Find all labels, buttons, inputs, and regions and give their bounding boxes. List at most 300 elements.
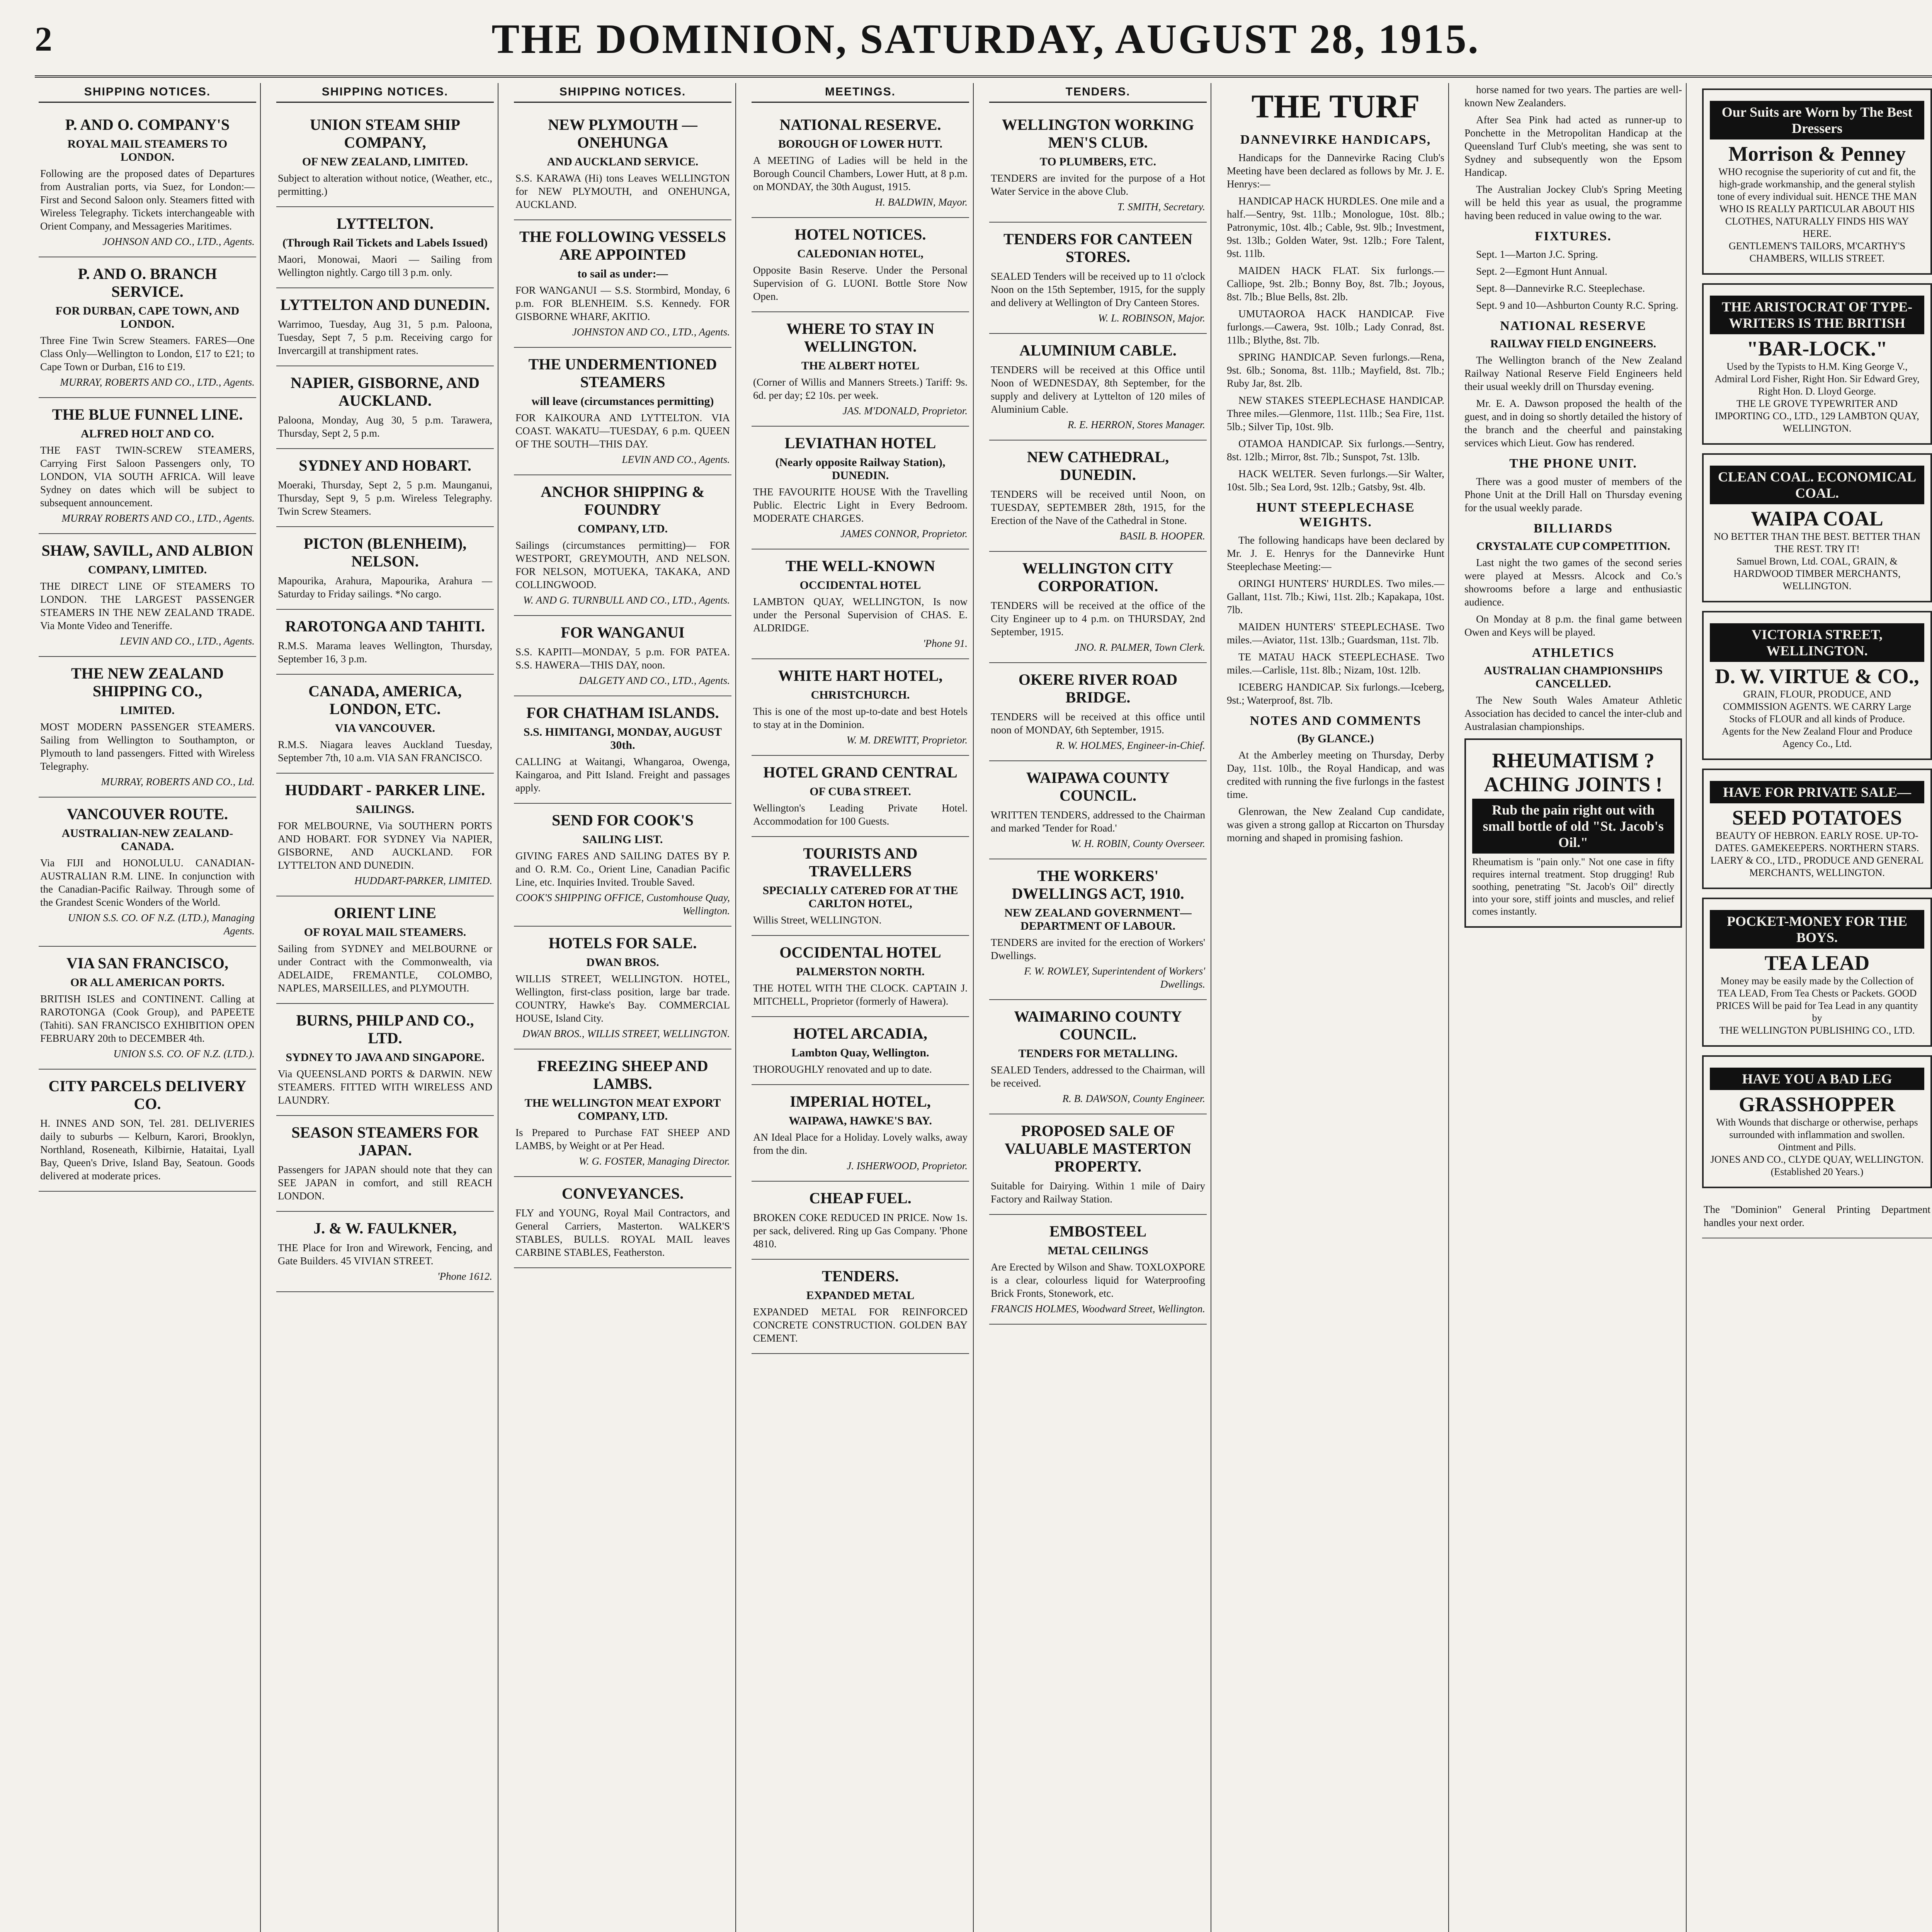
ad-body: Mapourika, Arahura, Mapourika, Arahura — Saturday to Friday sailings. *No cargo. bbox=[278, 575, 492, 600]
ad-title: HOTELS FOR SALE. bbox=[548, 934, 697, 952]
section-title: THE PHONE UNIT. bbox=[1509, 456, 1637, 471]
ad-signature: MURRAY, ROBERTS AND CO., Ltd. bbox=[101, 776, 255, 787]
ad-subtitle: ALFRED HOLT AND CO. bbox=[80, 427, 214, 440]
ad-signature: DALGETY AND CO., LTD., Agents. bbox=[579, 675, 730, 686]
ad-body: TENDERS are invited for the erection of Workers' Dwellings. bbox=[991, 937, 1205, 961]
advert-headline: D. W. VIRTUE & CO., bbox=[1715, 665, 1919, 688]
ad-subtitle: OF NEW ZEALAND, LIMITED. bbox=[302, 155, 468, 168]
advertisement bbox=[276, 1212, 494, 1292]
advertisement bbox=[276, 108, 494, 207]
advertisement bbox=[276, 449, 494, 527]
ad-title: LYTTELTON. bbox=[337, 215, 434, 232]
ad-signature: H. BALDWIN, Mayor. bbox=[875, 196, 968, 208]
column-news bbox=[1461, 83, 1687, 1932]
ad-body: THE FAST TWIN-SCREW STEAMERS, Carrying First Saloon Passengers only, TO LONDON, VIA SOUTH AFRICA. Will leave Sydney on dates which will be subject to subsequent announcement. bbox=[40, 444, 255, 509]
ad-body: Moeraki, Thursday, Sept 2, 5 p.m. Maunganui, Thursday, Sept 9, 5 p.m. Wireless Telegraphy. Twin Screw Steamers. bbox=[278, 479, 492, 517]
section-title: HUNT STEEPLECHASE WEIGHTS. bbox=[1256, 500, 1415, 529]
ad-subtitle: ROYAL MAIL STEAMERS TO LONDON. bbox=[67, 138, 228, 163]
ad-title: THE BLUE FUNNEL LINE. bbox=[52, 406, 243, 423]
ad-body: GIVING FARES AND SAILING DATES BY P. and O. R.M. Co., Orient Line, Canadian Pacific Line, etc. Inquiries Invited. Trouble Saved. bbox=[515, 850, 730, 888]
printing-footer: The "Dominion" General Printing Department handles your next order. bbox=[1702, 1197, 1932, 1238]
ad-body: THE DIRECT LINE OF STEAMERS TO LONDON. THE LARGEST PASSENGER STEAMERS IN THE NEW ZEALAND TRADE. Via Monte Video and Teneriffe. bbox=[40, 580, 255, 631]
paragraph: NEW STAKES STEEPLECHASE HANDICAP. Three miles.—Glenmore, 11st. 11lb.; Sea Fire, 11st. 5lb.; Silver Tip, 10st. 9lb. bbox=[1227, 395, 1444, 432]
ad-body: TENDERS are invited for the purpose of a Hot Water Service in the above Club. bbox=[991, 172, 1205, 197]
ad-title: CITY PARCELS DELIVERY CO. bbox=[48, 1077, 247, 1112]
ad-title: NATIONAL RESERVE. bbox=[779, 116, 941, 133]
ad-title: CONVEYANCES. bbox=[561, 1185, 684, 1202]
ad-body: (Corner of Willis and Manners Streets.) Tariff: 9s. 6d. per day; £2 10s. per week. bbox=[753, 376, 968, 401]
paragraph: OTAMOA HANDICAP. Six furlongs.—Sentry, 8st. 12lb.; Mirror, 8st. 7lb.; Sunspot, 7st. 13lb. bbox=[1227, 438, 1444, 463]
ad-body: H. INNES AND SON, Tel. 281. DELIVERIES daily to suburbs — Kelburn, Karori, Brooklyn, Northland, Roseneath, Kilbirnie, Hataitai, Lyall Bay, Queen's Drive, Island Bay, Seatoun. Goods delivered at moderate prices. bbox=[40, 1117, 255, 1182]
advertisement bbox=[989, 334, 1207, 440]
advertisement bbox=[752, 936, 969, 1017]
ad-title: SEASON STEAMERS FOR JAPAN. bbox=[291, 1124, 479, 1159]
advertisement bbox=[752, 1182, 969, 1260]
advert-body: WHO recognise the superiority of cut and fit, the high-grade workmanship, and the general stylish tone of every individual suit. HENCE THE MAN WHO IS REALLY PARTICULAR ABOUT HIS CLOTHES, NATURALLY FINDS HIS WAY HERE. bbox=[1717, 166, 1917, 239]
ad-title: VANCOUVER ROUTE. bbox=[66, 805, 228, 823]
ad-signature: JAMES CONNOR, Proprietor. bbox=[840, 528, 968, 539]
ad-title: TOURISTS AND TRAVELLERS bbox=[803, 845, 918, 880]
ad-signature: R. B. DAWSON, County Engineer. bbox=[1062, 1093, 1205, 1104]
paragraph: The following handicaps have been declared by Mr. J. E. Henrys for the Dannevirke Hunt Steeplechase Meeting:— bbox=[1227, 534, 1444, 572]
ad-body: BRITISH ISLES and CONTINENT. Calling at RAROTONGA (Cook Group), and PAPEETE (Tahiti). SAN FRANCISCO EXHIBITION OPEN FEBRUARY 20th to DECEMBER 4th. bbox=[40, 993, 255, 1044]
section-title: ATHLETICS bbox=[1532, 646, 1615, 660]
section-subtitle: RAILWAY FIELD ENGINEERS. bbox=[1490, 337, 1656, 350]
column-heading: MEETINGS. bbox=[752, 83, 969, 103]
ad-subtitle: CALEDONIAN HOTEL, bbox=[797, 247, 923, 260]
ad-body: THE FAVOURITE HOUSE With the Travelling Public. Electric Light in Every Bedroom. MODERATE CHARGES. bbox=[753, 486, 968, 524]
fixture-item: Sept. 9 and 10—Ashburton County R.C. Spring. bbox=[1476, 299, 1679, 311]
advert-banner: THE ARISTOCRAT OF TYPE-WRITERS IS THE BRITISH bbox=[1710, 296, 1924, 334]
ad-title: PROPOSED SALE OF VALUABLE MASTERTON PROPERTY. bbox=[1005, 1122, 1191, 1175]
ad-body: A MEETING of Ladies will be held in the Borough Council Chambers, Lower Hutt, at 8 p.m. on MONDAY, the 30th August, 1915. bbox=[753, 155, 968, 192]
ad-subtitle: VIA VANCOUVER. bbox=[335, 722, 435, 735]
ad-body: AN Ideal Place for a Holiday. Lovely walks, away from the din. bbox=[753, 1131, 968, 1156]
advert-title: RHEUMATISM ? ACHING JOINTS ! bbox=[1484, 749, 1663, 796]
advertisement bbox=[752, 1260, 969, 1354]
ad-title: WAIPAWA COUNTY COUNCIL. bbox=[1026, 769, 1170, 804]
ad-subtitle: OF ROYAL MAIL STEAMERS. bbox=[304, 926, 466, 939]
paragraph: MAIDEN HUNTERS' STEEPLECHASE. Two miles.—Aviator, 11st. 13lb.; Guardsman, 11st. 7lb. bbox=[1227, 621, 1444, 646]
ad-subtitle: LIMITED. bbox=[120, 704, 175, 717]
ad-body: WRITTEN TENDERS, addressed to the Chairman and marked 'Tender for Road.' bbox=[991, 809, 1205, 834]
ad-body: FLY and YOUNG, Royal Mail Contractors, and General Carriers, Masterton. WALKER'S STABLES, BULLS. ROYAL MAIL leaves CARBINE STABLES, Featherston. bbox=[515, 1207, 730, 1258]
ad-subtitle: (Through Rail Tickets and Labels Issued) bbox=[282, 236, 488, 249]
advert-body: With Wounds that discharge or otherwise, perhaps surrounded with inflammation and swollen. Ointment and Pills. bbox=[1716, 1117, 1918, 1153]
advert-signature: LAERY & CO., LTD., PRODUCE AND GENERAL MERCHANTS, WELLINGTON. bbox=[1710, 855, 1924, 878]
ad-body: Three Fine Twin Screw Steamers. FARES—One Class Only—Wellington to London, £17 to £21; to Cape Town or Durban, £16 to £19. bbox=[40, 335, 255, 372]
ad-subtitle: AUSTRALIAN-NEW ZEALAND-CANADA. bbox=[61, 827, 233, 853]
paragraph: After Sea Pink had acted as runner-up to Ponchette in the Metropolitan Handicap at the Queensland Turf Club's meeting, she was sent to Sydney and subsequently won the Epsom Handicap. bbox=[1464, 114, 1682, 178]
ad-signature: LEVIN AND CO., LTD., Agents. bbox=[120, 635, 255, 647]
advertisement bbox=[39, 534, 256, 657]
ad-body: Willis Street, WELLINGTON. bbox=[753, 914, 882, 926]
ad-body: TENDERS will be received at this Office until Noon of WEDNESDAY, 8th September, for the supply and delivery at Lyttelton of 120 miles of Aluminium Cable. bbox=[991, 364, 1205, 415]
ad-body: SEALED Tenders will be received up to 11 o'clock Noon on the 15th September, 1915, for the supply and delivery at Wellington of Dry Canteen Stores. bbox=[991, 270, 1205, 308]
ad-title: VIA SAN FRANCISCO, bbox=[66, 954, 228, 972]
advertisement bbox=[39, 657, 256, 798]
advertisement bbox=[276, 527, 494, 610]
advert-banner: POCKET-MONEY FOR THE BOYS. bbox=[1710, 910, 1924, 949]
column-shipping-2 bbox=[272, 83, 498, 1932]
advertisement bbox=[514, 804, 731, 927]
paragraph: ORINGI HUNTERS' HURDLES. Two miles.—Gallant, 11st. 7lb.; Kiwi, 11st. 2lb.; Kapakapa, 10st. 7lb. bbox=[1227, 578, 1444, 616]
advertisement bbox=[276, 1116, 494, 1212]
ad-body: Is Prepared to Purchase FAT SHEEP AND LAMBS, by Weight or at Per Head. bbox=[515, 1127, 730, 1151]
ad-title: UNION STEAM SHIP COMPANY, bbox=[310, 116, 460, 151]
ad-title: CHEAP FUEL. bbox=[809, 1189, 912, 1207]
ad-subtitle: Lambton Quay, Wellington. bbox=[791, 1046, 929, 1059]
ad-title: FOR CHATHAM ISLANDS. bbox=[526, 704, 719, 721]
advertisement bbox=[752, 756, 969, 837]
ad-signature: UNION S.S. CO. OF N.Z. (LTD.). bbox=[113, 1048, 255, 1060]
ad-body: LAMBTON QUAY, WELLINGTON, Is now under the Personal Supervision of CHAS. E. ALDRIDGE. bbox=[753, 596, 968, 634]
advertisement bbox=[989, 552, 1207, 663]
paragraph: At the Amberley meeting on Thursday, Derby Day, 11st. 10lb., the Royal Handicap, and was credited with running the five furlongs in the fastest time. bbox=[1227, 749, 1444, 800]
paragraph: Glenrowan, the New Zealand Cup candidate, was given a strong gallop at Riccarton on Thursday morning and shaped in promising fashion. bbox=[1227, 806, 1444, 844]
paragraph: horse named for two years. The parties are well-known New Zealanders. bbox=[1464, 84, 1682, 109]
ad-signature: JOHNSTON AND CO., LTD., Agents. bbox=[572, 326, 730, 338]
advert-body: Money may be easily made by the Collection of TEA LEAD, From Tea Chests or Packets. GOOD PRICES Will be paid for Tea Lead in any quantity by bbox=[1716, 975, 1918, 1024]
advertisement bbox=[752, 1085, 969, 1182]
ad-title: HOTEL GRAND CENTRAL bbox=[763, 764, 957, 781]
advert-banner: VICTORIA STREET, WELLINGTON. bbox=[1710, 623, 1924, 662]
advertisement bbox=[989, 108, 1207, 223]
ad-subtitle: SYDNEY TO JAVA AND SINGAPORE. bbox=[286, 1051, 485, 1064]
ad-signature: JOHNSON AND CO., LTD., Agents. bbox=[102, 236, 255, 247]
ad-signature: LEVIN AND CO., Agents. bbox=[622, 454, 730, 465]
paragraph: TE MATAU HACK STEEPLECHASE. Two miles.—Carlisle, 11st. 8lb.; Nizam, 10st. 12lb. bbox=[1227, 651, 1444, 676]
advertisement bbox=[514, 927, 731, 1049]
ad-subtitle: S.S. HIMITANGI, MONDAY, AUGUST 30th. bbox=[523, 726, 722, 752]
ad-subtitle: will leave (circumstances permitting) bbox=[531, 395, 714, 408]
advertisement bbox=[752, 218, 969, 312]
ad-body: Via QUEENSLAND PORTS & DARWIN. NEW STEAMERS. FITTED WITH WIRELESS AND LAUNDRY. bbox=[278, 1068, 492, 1106]
advertisement bbox=[276, 675, 494, 774]
ad-signature: UNION S.S. CO. OF N.Z. (LTD.), Managing Agents. bbox=[68, 912, 255, 937]
ad-body: Opposite Basin Reserve. Under the Personal Supervision of G. LUONI. Bottle Store Now Open. bbox=[753, 264, 968, 302]
advertisement bbox=[989, 440, 1207, 552]
section-title: BILLIARDS bbox=[1533, 521, 1613, 536]
ad-subtitle: BOROUGH OF LOWER HUTT. bbox=[778, 138, 943, 150]
advert-headline: WAIPA COAL bbox=[1751, 507, 1883, 530]
advertisement bbox=[276, 207, 494, 288]
ad-signature: 'Phone 1612. bbox=[437, 1270, 492, 1282]
ad-body: Wellington's Leading Private Hotel. Accommodation for 100 Guests. bbox=[753, 802, 968, 827]
advertisement bbox=[989, 223, 1207, 334]
advertisement bbox=[989, 1215, 1207, 1325]
ad-subtitle: SAILINGS. bbox=[356, 803, 414, 816]
ad-subtitle: SAILING LIST. bbox=[582, 833, 663, 846]
ad-signature: J. ISHERWOOD, Proprietor. bbox=[847, 1160, 968, 1172]
ad-body: BROKEN COKE REDUCED IN PRICE. Now 1s. per sack, delivered. Ring up Gas Company. 'Phone 4810. bbox=[753, 1212, 968, 1250]
rheumatism-advert bbox=[1464, 738, 1682, 928]
advertisement bbox=[276, 1004, 494, 1116]
page-number: 2 bbox=[35, 20, 52, 58]
paragraph: ICEBERG HANDICAP. Six furlongs.—Iceberg, 9st.; Waterproof, 8st. 7lb. bbox=[1227, 681, 1444, 706]
ad-body: S.S. KARAWA (Hi) tons Leaves WELLINGTON for NEW PLYMOUTH, and ONEHUNGA, AUCKLAND. bbox=[515, 172, 730, 210]
ad-title: LEVIATHAN HOTEL bbox=[784, 434, 936, 452]
display-advert bbox=[1702, 453, 1932, 602]
advert-headline: TEA LEAD bbox=[1764, 951, 1870, 975]
ad-title: SHAW, SAVILL, AND ALBION bbox=[41, 542, 253, 559]
ad-title: WELLINGTON CITY CORPORATION. bbox=[1022, 560, 1174, 595]
advertisement bbox=[752, 1017, 969, 1085]
advertisement bbox=[276, 774, 494, 896]
fixture-item: Sept. 2—Egmont Hunt Annual. bbox=[1476, 265, 1607, 277]
ad-title: TENDERS FOR CANTEEN STORES. bbox=[1003, 230, 1192, 265]
ad-body: Subject to alteration without notice, (Weather, etc., permitting.) bbox=[278, 172, 492, 197]
ad-body: S.S. KAPITI—MONDAY, 5 p.m. FOR PATEA. S.S. HAWERA—THIS DAY, noon. bbox=[515, 646, 730, 671]
ad-subtitle: FOR DURBAN, CAPE TOWN, AND LONDON. bbox=[55, 304, 240, 330]
ad-subtitle: OR ALL AMERICAN PORTS. bbox=[70, 976, 224, 989]
ad-subtitle: THE ALBERT HOTEL bbox=[801, 359, 920, 372]
display-advert bbox=[1702, 283, 1932, 445]
display-advert bbox=[1702, 611, 1932, 760]
ad-title: OCCIDENTAL HOTEL bbox=[779, 944, 941, 961]
ad-subtitle: COMPANY, LIMITED. bbox=[88, 563, 207, 576]
ad-title: BURNS, PHILP AND CO., LTD. bbox=[296, 1012, 474, 1047]
ad-subtitle: (Nearly opposite Railway Station), DUNEDIN. bbox=[775, 456, 946, 482]
section-subtitle: CRYSTALATE CUP COMPETITION. bbox=[1476, 540, 1670, 553]
advertisement bbox=[752, 108, 969, 218]
ad-title: PICTON (BLENHEIM), NELSON. bbox=[303, 535, 467, 570]
ad-subtitle: OCCIDENTAL HOTEL bbox=[799, 579, 921, 592]
ad-signature: 'Phone 91. bbox=[923, 638, 968, 649]
advert-body: Used by the Typists to H.M. King George V., Admiral Lord Fisher, Right Hon. Sir Edward Grey, Right Hon. D. Lloyd George. bbox=[1714, 361, 1920, 397]
advert-body: Rheumatism is "pain only." Not one case in fifty requires internal treatment. Stop drugging! Rub soothing, penetrating "St. Jacob's Oil" directly into your sore, stiff joints and muscles, and relief comes instantly. bbox=[1472, 856, 1674, 917]
advertisement bbox=[514, 348, 731, 475]
ad-title: THE NEW ZEALAND SHIPPING CO., bbox=[71, 665, 224, 700]
column-display-adverts bbox=[1698, 83, 1932, 1932]
column-meetings-hotels bbox=[748, 83, 974, 1932]
advertisement bbox=[752, 427, 969, 549]
ad-body: WILLIS STREET, WELLINGTON. HOTEL, Wellington, first-class position, large bar trade. COUNTRY, Hawke's Bay. COMMERCIAL HOUSE, Island City. bbox=[515, 973, 730, 1024]
ad-title: THE WELL-KNOWN bbox=[785, 557, 935, 575]
ad-signature: W. M. DREWITT, Proprietor. bbox=[846, 734, 968, 746]
ad-signature: DWAN BROS., WILLIS STREET, WELLINGTON. bbox=[522, 1028, 730, 1039]
ad-subtitle: CHRISTCHURCH. bbox=[811, 689, 910, 701]
column-shipping-3 bbox=[510, 83, 736, 1932]
advertisement bbox=[752, 312, 969, 427]
ad-subtitle: to sail as under:— bbox=[577, 267, 668, 280]
ad-title: HUDDART - PARKER LINE. bbox=[285, 781, 485, 799]
advertisement bbox=[989, 761, 1207, 859]
advertisement bbox=[989, 1114, 1207, 1215]
advertisement bbox=[276, 896, 494, 1004]
ad-subtitle: NEW ZEALAND GOVERNMENT—DEPARTMENT OF LABOUR. bbox=[1004, 906, 1192, 932]
ad-title: WAIMARINO COUNTY COUNCIL. bbox=[1014, 1008, 1182, 1043]
ad-title: J. & W. FAULKNER, bbox=[313, 1219, 457, 1237]
section-title: FIXTURES. bbox=[1535, 229, 1612, 243]
advertisement bbox=[514, 1177, 731, 1268]
ad-title: TENDERS. bbox=[822, 1267, 899, 1285]
ad-title: OKERE RIVER ROAD BRIDGE. bbox=[1018, 671, 1178, 706]
advertisement bbox=[514, 475, 731, 616]
ad-signature: F. W. ROWLEY, Superintendent of Workers' Dwellings. bbox=[1024, 965, 1205, 990]
advertisement bbox=[514, 220, 731, 348]
advertisement bbox=[752, 837, 969, 936]
advertisement bbox=[514, 108, 731, 220]
ad-signature: MURRAY, ROBERTS AND CO., LTD., Agents. bbox=[60, 376, 255, 388]
advert-signature: Samuel Brown, Ltd. COAL, GRAIN, & HARDWOOD TIMBER MERCHANTS, WELLINGTON. bbox=[1733, 556, 1901, 592]
ad-signature: R. E. HERRON, Stores Manager. bbox=[1068, 419, 1205, 430]
ad-subtitle: TO PLUMBERS, ETC. bbox=[1039, 155, 1156, 168]
ad-body: R.M.S. Niagara leaves Auckland Tuesday, September 7th, 10 a.m. VIA SAN FRANCISCO. bbox=[278, 739, 492, 764]
advert-headline: "BAR-LOCK." bbox=[1747, 337, 1888, 360]
ad-body: Via FIJI and HONOLULU. CANADIAN-AUSTRALIAN R.M. LINE. In conjunction with the Canadian-Pacific Railway. Through some of the Grandest Scenic Wonders of the World. bbox=[40, 857, 255, 908]
paragraph: There was a good muster of members of the Phone Unit at the Drill Hall on Thursday evening for the usual weekly parade. bbox=[1464, 476, 1682, 514]
section-title: DANNEVIRKE HANDICAPS, bbox=[1240, 133, 1431, 147]
turf-title: THE TURF bbox=[1251, 88, 1420, 125]
column-shipping-1 bbox=[35, 83, 261, 1932]
display-advert bbox=[1702, 898, 1932, 1047]
advertisement bbox=[989, 1000, 1207, 1114]
fixture-item: Sept. 8—Dannevirke R.C. Steeplechase. bbox=[1476, 282, 1645, 294]
ad-body: Passengers for JAPAN should note that they can SEE JAPAN in comfort, and still REACH LONDON. bbox=[278, 1164, 492, 1202]
ad-signature: FRANCIS HOLMES, Woodward Street, Wellington. bbox=[991, 1303, 1205, 1315]
ad-title: ALUMINIUM CABLE. bbox=[1019, 342, 1177, 359]
ad-subtitle: SPECIALLY CATERED FOR AT THE CARLTON HOTEL, bbox=[762, 884, 958, 910]
column-tenders bbox=[985, 83, 1211, 1932]
masthead: THE DOMINION, SATURDAY, AUGUST 28, 1915. bbox=[492, 16, 1480, 62]
advertisement bbox=[276, 366, 494, 449]
column-heading: SHIPPING NOTICES. bbox=[514, 83, 731, 103]
column-heading: SHIPPING NOTICES. bbox=[276, 83, 494, 103]
ad-title: LYTTELTON AND DUNEDIN. bbox=[280, 296, 490, 313]
advertisement bbox=[39, 1070, 256, 1192]
ad-signature: W. G. FOSTER, Managing Director. bbox=[579, 1155, 730, 1167]
advert-signature: JONES AND CO., CLYDE QUAY, WELLINGTON. (Established 20 Years.) bbox=[1710, 1154, 1924, 1177]
fixture-item: Sept. 1—Marton J.C. Spring. bbox=[1476, 248, 1598, 260]
ad-subtitle: THE WELLINGTON MEAT EXPORT COMPANY, LTD. bbox=[524, 1097, 721, 1122]
advert-banner: HAVE FOR PRIVATE SALE— bbox=[1710, 781, 1924, 803]
advertisement bbox=[276, 610, 494, 675]
ad-signature: BASIL B. HOOPER. bbox=[1119, 530, 1205, 542]
ad-title: NEW PLYMOUTH — ONEHUNGA bbox=[548, 116, 697, 151]
ad-body: TENDERS will be received at the office of the City Engineer up to 4 p.m. on THURSDAY, 2nd September, 1915. bbox=[991, 600, 1205, 638]
section-subtitle: AUSTRALIAN CHAMPIONSHIPS CANCELLED. bbox=[1484, 664, 1663, 690]
ad-body: Sailings (circumstances permitting)— FOR WESTPORT, GREYMOUTH, AND NELSON. FOR NELSON, MOTUEKA, TAKAKA, AND COLLINGWOOD. bbox=[515, 539, 730, 590]
advert-signature: Agents for the New Zealand Flour and Produce Agency Co., Ltd. bbox=[1721, 726, 1913, 749]
section-title: NOTES AND COMMENTS bbox=[1250, 714, 1422, 728]
ad-body: Suitable for Dairying. Within 1 mile of Dairy Factory and Railway Station. bbox=[991, 1180, 1205, 1205]
ad-subtitle: TENDERS FOR METALLING. bbox=[1018, 1047, 1178, 1060]
paragraph: HACK WELTER. Seven furlongs.—Sir Walter, 10st. 5lb.; Sea Lord, 9st. 12lb.; Gatsby, 9st. 4lb. bbox=[1227, 468, 1444, 493]
ad-title: CANADA, AMERICA, LONDON, ETC. bbox=[308, 682, 462, 718]
ad-body: EXPANDED METAL FOR REINFORCED CONCRETE CONSTRUCTION. GOLDEN BAY CEMENT. bbox=[753, 1306, 968, 1344]
advertisement bbox=[39, 398, 256, 534]
ad-title: EMBOSTEEL bbox=[1049, 1223, 1147, 1240]
advertisement bbox=[752, 659, 969, 756]
advertisement bbox=[989, 663, 1207, 761]
ad-body: FOR WANGANUI — S.S. Stormbird, Monday, 6 p.m. FOR BLENHEIM. S.S. Kennedy. FOR GISBORNE WHARF, AKITIO. bbox=[515, 284, 730, 322]
ad-body: Warrimoo, Tuesday, Aug 31, 5 p.m. Paloona, Tuesday, Sept 7, 5 p.m. Receiving cargo for Invercargill at transhipment rates. bbox=[278, 318, 492, 356]
ad-body: TENDERS will be received at this office until noon of MONDAY, 6th September, 1915. bbox=[991, 711, 1205, 736]
ad-subtitle: OF CUBA STREET. bbox=[810, 785, 911, 798]
ad-body: Maori, Monowai, Maori — Sailing from Wellington nightly. Cargo till 3 p.m. only. bbox=[278, 253, 492, 278]
paragraph: UMUTAOROA HACK HANDICAP. Five furlongs.—Cawera, 9st. 10lb.; Lady Conrad, 8st. 11lb.; Blythe, 8st. 7lb. bbox=[1227, 308, 1444, 346]
paragraph: SPRING HANDICAP. Seven furlongs.—Rena, 9st. 6lb.; Sonoma, 8st. 11lb.; Mayfield, 8st. 7lb.; Ruby Jar, 8st. 2lb. bbox=[1227, 351, 1444, 389]
advertisement bbox=[276, 288, 494, 366]
display-advert bbox=[1702, 88, 1932, 275]
advertisement bbox=[989, 859, 1207, 1000]
paragraph: Last night the two games of the second series were played at Messrs. Alcock and Co.'s showrooms before a large and enthusiastic audience. bbox=[1464, 557, 1682, 608]
advert-banner: HAVE YOU A BAD LEG bbox=[1710, 1068, 1924, 1090]
advert-body: BEAUTY OF HEBRON. EARLY ROSE. UP-TO-DATES. GAMEKEEPERS. NORTHERN STARS. bbox=[1715, 830, 1919, 854]
ad-title: P. AND O. BRANCH SERVICE. bbox=[78, 265, 217, 300]
ad-title: THE WORKERS' DWELLINGS ACT, 1910. bbox=[1012, 867, 1184, 902]
ad-title: SYDNEY AND HOBART. bbox=[299, 457, 471, 474]
ad-subtitle: WAIPAWA, HAWKE'S BAY. bbox=[789, 1114, 932, 1127]
ad-signature: W. AND G. TURNBULL AND CO., LTD., Agents. bbox=[523, 594, 730, 606]
advertisement bbox=[39, 947, 256, 1070]
ad-body: FOR MELBOURNE, Via SOUTHERN PORTS AND HOBART. FOR SYDNEY Via NAPIER, GISBORNE, AND AUCKLAND. FOR LYTTELTON AND DUNEDIN. bbox=[278, 820, 492, 871]
advert-headline: Morrison & Penney bbox=[1728, 142, 1906, 165]
paragraph: On Monday at 8 p.m. the final game between Owen and Keys will be played. bbox=[1464, 613, 1682, 638]
page-header bbox=[35, 15, 1932, 73]
ad-subtitle: PALMERSTON NORTH. bbox=[796, 965, 925, 978]
ad-subtitle: COMPANY, LTD. bbox=[577, 522, 668, 535]
advertisement bbox=[514, 616, 731, 696]
ad-body: Are Erected by Wilson and Shaw. TOXLOXPORE is a clear, colourless liquid for Waterproofing Brick Fronts, Stonework, etc. bbox=[991, 1261, 1205, 1299]
advert-banner: CLEAN COAL. ECONOMICAL COAL. bbox=[1710, 466, 1924, 504]
ad-subtitle: DWAN BROS. bbox=[586, 956, 659, 969]
advert-banner: Our Suits are Worn by The Best Dressers bbox=[1710, 101, 1924, 139]
ad-signature: HUDDART-PARKER, LIMITED. bbox=[354, 875, 492, 886]
ad-title: P. AND O. COMPANY'S bbox=[65, 116, 230, 133]
ad-signature: T. SMITH, Secretary. bbox=[1117, 201, 1205, 213]
advert-body: GRAIN, FLOUR, PRODUCE, AND COMMISSION AGENTS. WE CARRY Large Stocks of FLOUR and all kinds of Produce. bbox=[1723, 689, 1912, 724]
ad-title: FOR WANGANUI bbox=[561, 624, 685, 641]
ad-body: R.M.S. Marama leaves Wellington, Thursday, September 16, 3 p.m. bbox=[278, 640, 492, 665]
ad-title: THE UNDERMENTIONED STEAMERS bbox=[528, 355, 717, 391]
paragraph: The New South Wales Amateur Athletic Association has decided to cancel the inter-club and Australasian championships. bbox=[1464, 694, 1682, 732]
ad-body: THOROUGHLY renovated and up to date. bbox=[753, 1063, 932, 1075]
display-advert bbox=[1702, 769, 1932, 889]
ad-body: Sailing from SYDNEY and MELBOURNE or under Contract with the Commonwealth, via ADELAIDE, FREMANTLE, COLOMBO, NAPLES, MARSEILLES, and PLYMOUTH. bbox=[278, 943, 492, 994]
advert-subtitle: Rub the pain right out with small bottle of old "St. Jacob's Oil." bbox=[1472, 799, 1674, 854]
advert-signature: GENTLEMEN'S TAILORS, M'CARTHY'S CHAMBERS, WILLIS STREET. bbox=[1728, 240, 1905, 264]
paragraph: The Wellington branch of the New Zealand Railway National Reserve Field Engineers held their usual weekly drill on Thursday evening. bbox=[1464, 354, 1682, 392]
ad-signature: W. L. ROBINSON, Major. bbox=[1098, 312, 1205, 324]
ad-body: THE HOTEL WITH THE CLOCK. CAPTAIN J. MITCHELL, Proprietor (formerly of Hawera). bbox=[753, 982, 968, 1007]
display-advert bbox=[1702, 1055, 1932, 1188]
ad-subtitle: AND AUCKLAND SERVICE. bbox=[547, 155, 699, 168]
ad-body: FOR KAIKOURA AND LYTTELTON. VIA COAST. WAKATU—TUESDAY, 6 p.m. QUEEN OF THE SOUTH—THIS DAY. bbox=[515, 412, 730, 450]
ad-body: THE Place for Iron and Wirework, Fencing, and Gate Builders. 45 VIVIAN STREET. bbox=[278, 1242, 492, 1267]
advert-body: NO BETTER THAN THE BEST. BETTER THAN THE REST. TRY IT! bbox=[1714, 531, 1920, 554]
advertisement bbox=[39, 108, 256, 257]
ad-body: SEALED Tenders, addressed to the Chairman, will be received. bbox=[991, 1064, 1205, 1089]
section-title: NATIONAL RESERVE bbox=[1500, 319, 1646, 333]
ad-signature: COOK'S SHIPPING OFFICE, Customhouse Quay, Wellington. bbox=[515, 892, 730, 917]
ad-signature: MURRAY ROBERTS AND CO., LTD., Agents. bbox=[61, 512, 255, 524]
paragraph: Mr. E. A. Dawson proposed the health of the guest, and in doing so shortly detailed the history of the branch and the cheerful and painstaking services which Lieut. Gow has rendered. bbox=[1464, 398, 1682, 449]
advertisement bbox=[39, 257, 256, 398]
ad-subtitle: EXPANDED METAL bbox=[806, 1289, 915, 1302]
advert-signature: THE LE GROVE TYPEWRITER AND IMPORTING CO., LTD., 129 LAMBTON QUAY, WELLINGTON. bbox=[1715, 398, 1919, 434]
ad-body: CALLING at Waitangi, Whangaroa, Owenga, Kaingaroa, and Pitt Island. Freight and passages apply. bbox=[515, 756, 730, 794]
header-rule bbox=[35, 75, 1932, 78]
ad-title: NAPIER, GISBORNE, AND AUCKLAND. bbox=[291, 374, 480, 409]
ad-body: Paloona, Monday, Aug 30, 5 p.m. Tarawera, Thursday, Sept 2, 5 p.m. bbox=[278, 414, 492, 439]
ad-title: HOTEL ARCADIA, bbox=[793, 1025, 927, 1042]
ad-title: ANCHOR SHIPPING & FOUNDRY bbox=[541, 483, 705, 518]
advertisement bbox=[39, 798, 256, 947]
advertisement bbox=[514, 1049, 731, 1177]
ad-title: WHERE TO STAY IN WELLINGTON. bbox=[786, 320, 934, 355]
